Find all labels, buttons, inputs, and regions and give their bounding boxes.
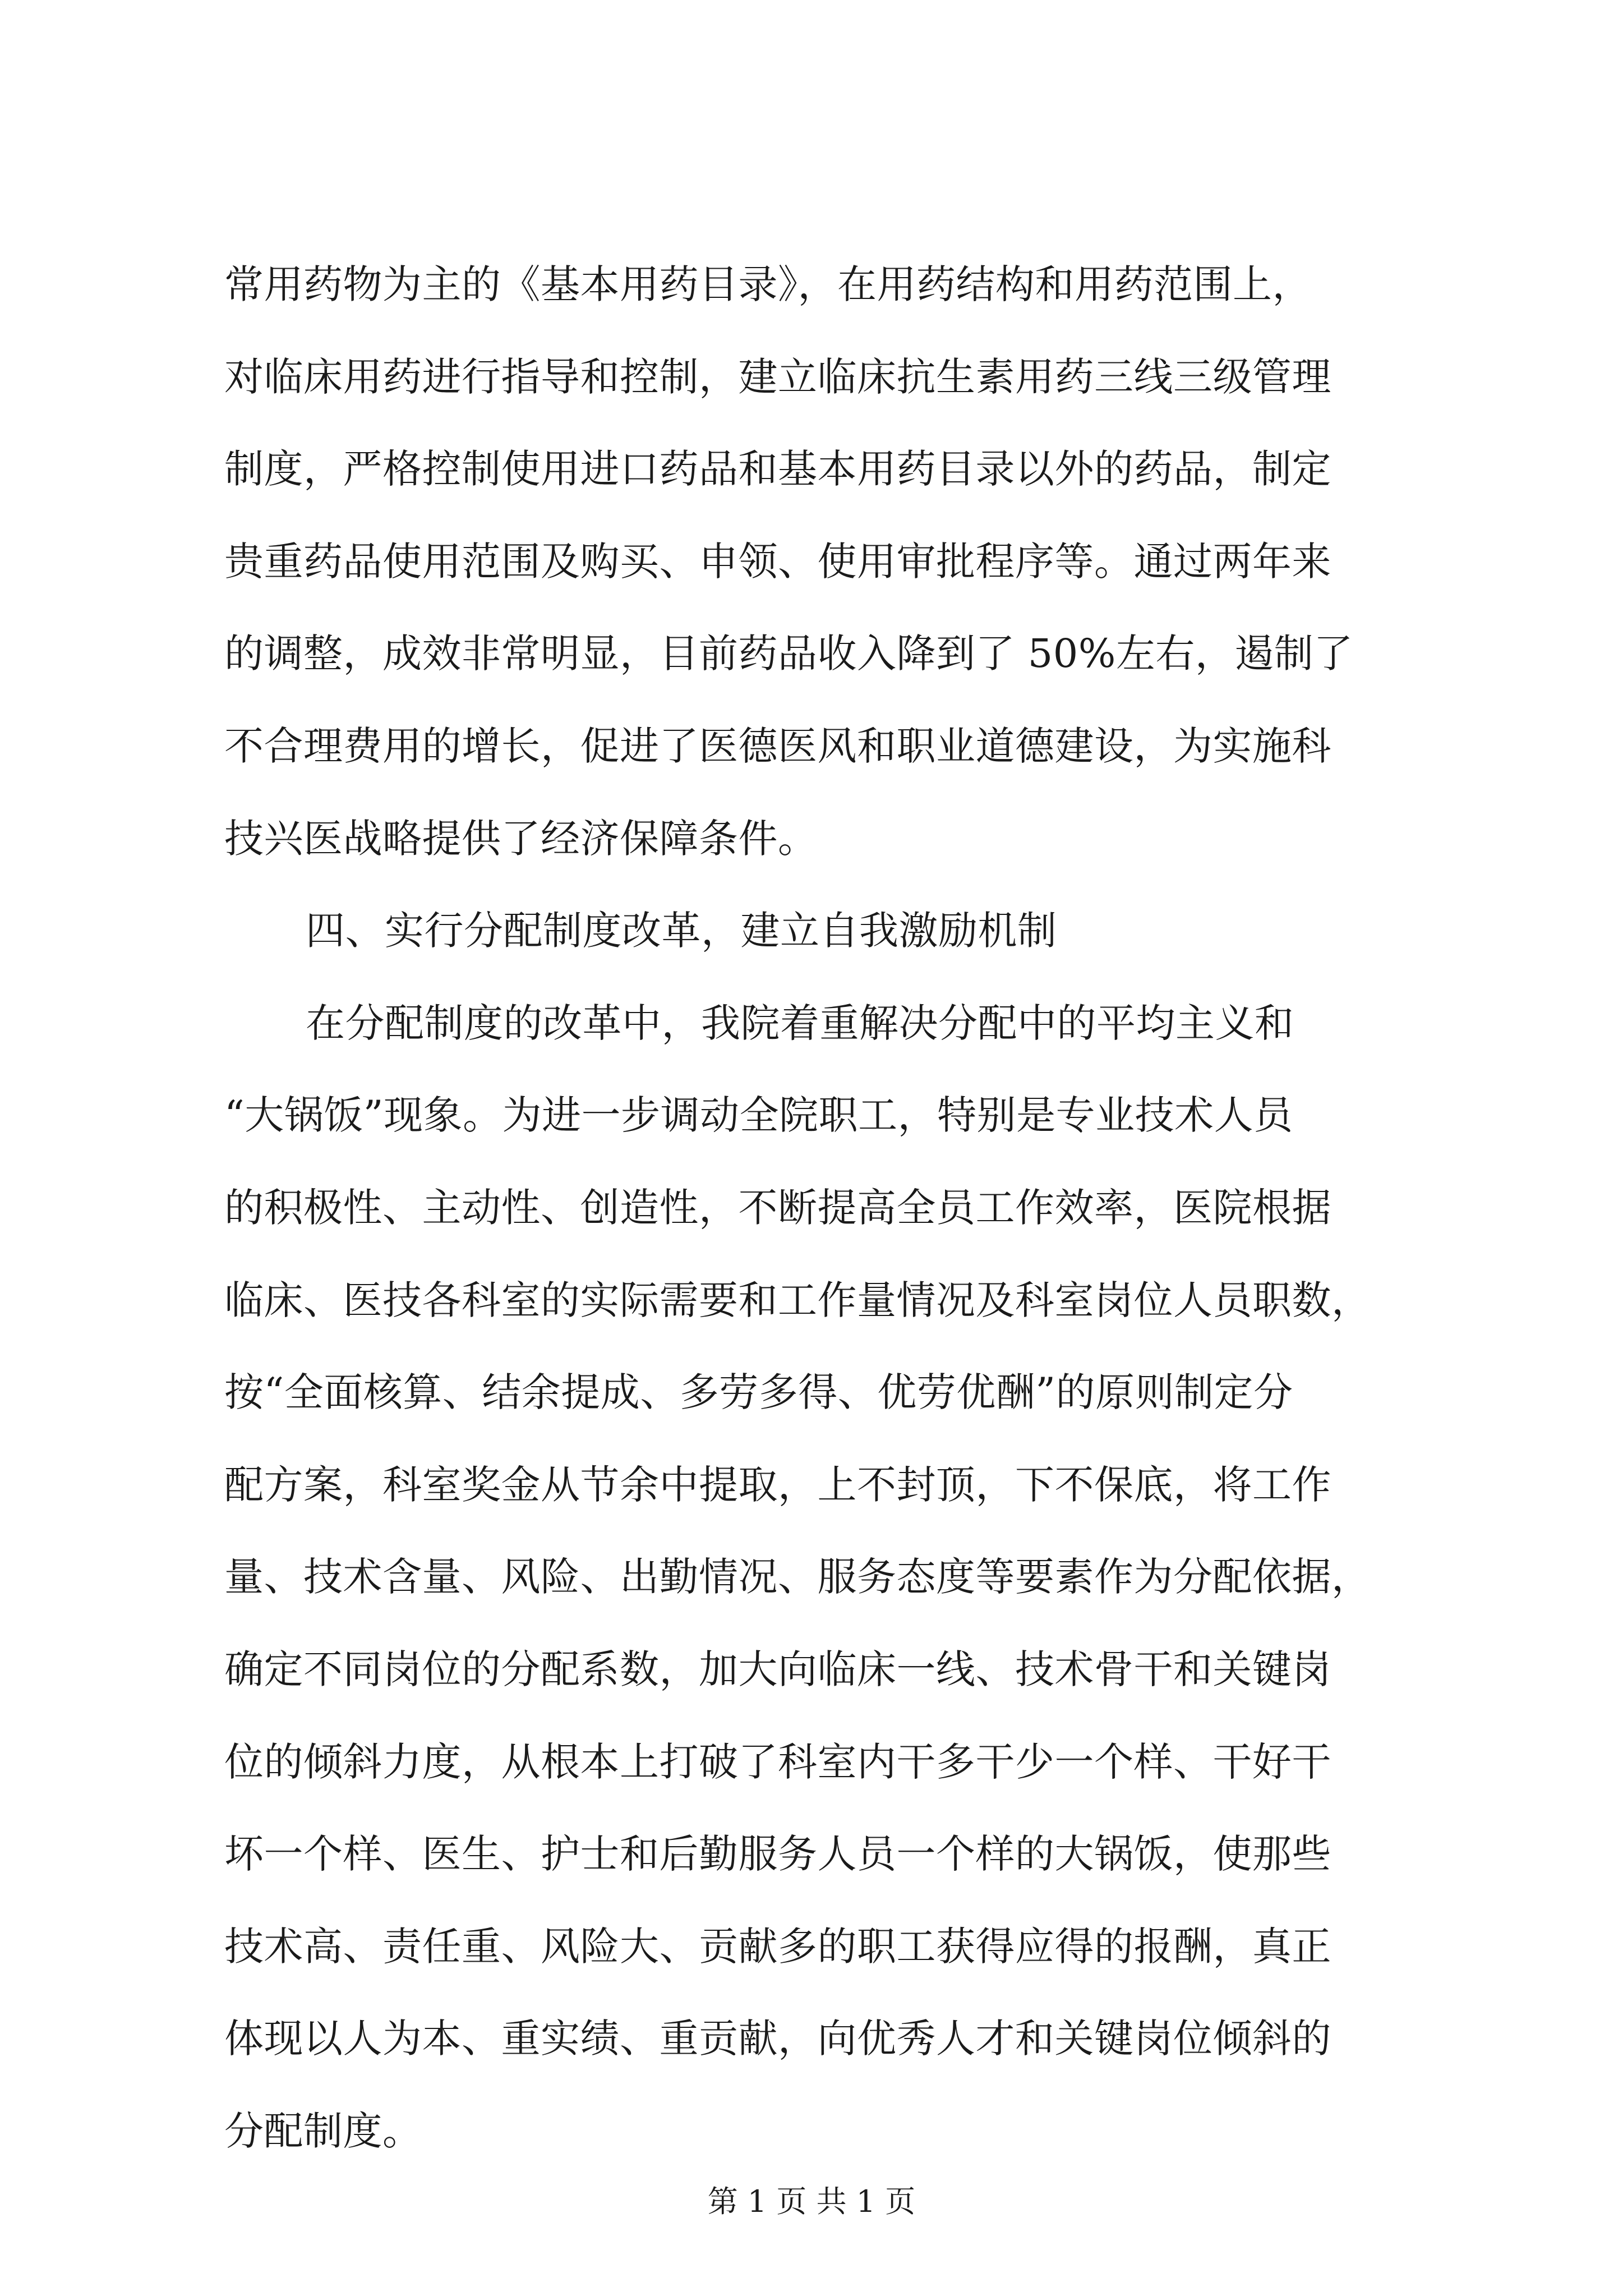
text-line: 不合理费用的增长，促进了医德医风和职业道德建设，为实施科 xyxy=(224,723,1331,769)
text-line: 贵重药品使用范围及购买、申领、使用审批程序等。通过两年来 xyxy=(224,539,1331,585)
text-line: 的积极性、主动性、创造性，不断提高全员工作效率，医院根据 xyxy=(224,1185,1331,1231)
text-line: 制度，严格控制使用进口药品和基本用药目录以外的药品，制定 xyxy=(224,446,1331,492)
paragraph-first-line: 在分配制度的改革中，我院着重解决分配中的平均主义和 xyxy=(306,1000,1294,1046)
text-line: 对临床用药进行指导和控制，建立临床抗生素用药三线三级管理 xyxy=(224,354,1331,400)
text-line: 按“全面核算、结余提成、多劳多得、优劳优酬”的原则制定分 xyxy=(224,1369,1293,1415)
text-line: 确定不同岗位的分配系数，加大向临床一线、技术骨干和关键岗 xyxy=(224,1646,1331,1692)
text-line: 分配制度。 xyxy=(224,2108,422,2154)
text-line: 位的倾斜力度，从根本上打破了科室内干多干少一个样、干好干 xyxy=(224,1739,1331,1785)
text-line: 临床、医技各科室的实际需要和工作量情况及科室岗位人员职数， xyxy=(224,1277,1371,1323)
text-line: 技术高、责任重、风险大、贡献多的职工获得应得的报酬，真正 xyxy=(224,1924,1331,1970)
text-line: 配方案，科室奖金从节余中提取，上不封顶，下不保底，将工作 xyxy=(224,1462,1331,1508)
text-line: 坏一个样、医生、护士和后勤服务人员一个样的大锅饭，使那些 xyxy=(224,1831,1331,1877)
text-line: 技兴医战略提供了经济保障条件。 xyxy=(224,816,818,862)
text-line: 的调整，成效非常明显，目前药品收入降到了 50%左右，遏制了 xyxy=(224,631,1353,677)
text-line: 常用药物为主的《基本用药目录》，在用药结构和用药范围上， xyxy=(224,261,1312,307)
page-number-footer: 第 1 页 共 1 页 xyxy=(707,2184,916,2219)
text-line: “大锅饭”现象。为进一步调动全院职工，特别是专业技术人员 xyxy=(224,1092,1293,1138)
section-heading: 四、实行分配制度改革，建立自我激励机制 xyxy=(306,908,1057,954)
text-line: 体现以人为本、重实绩、重贡献，向优秀人才和关键岗位倾斜的 xyxy=(224,2016,1331,2062)
text-line: 量、技术含量、风险、出勤情况、服务态度等要素作为分配依据， xyxy=(224,1554,1371,1600)
